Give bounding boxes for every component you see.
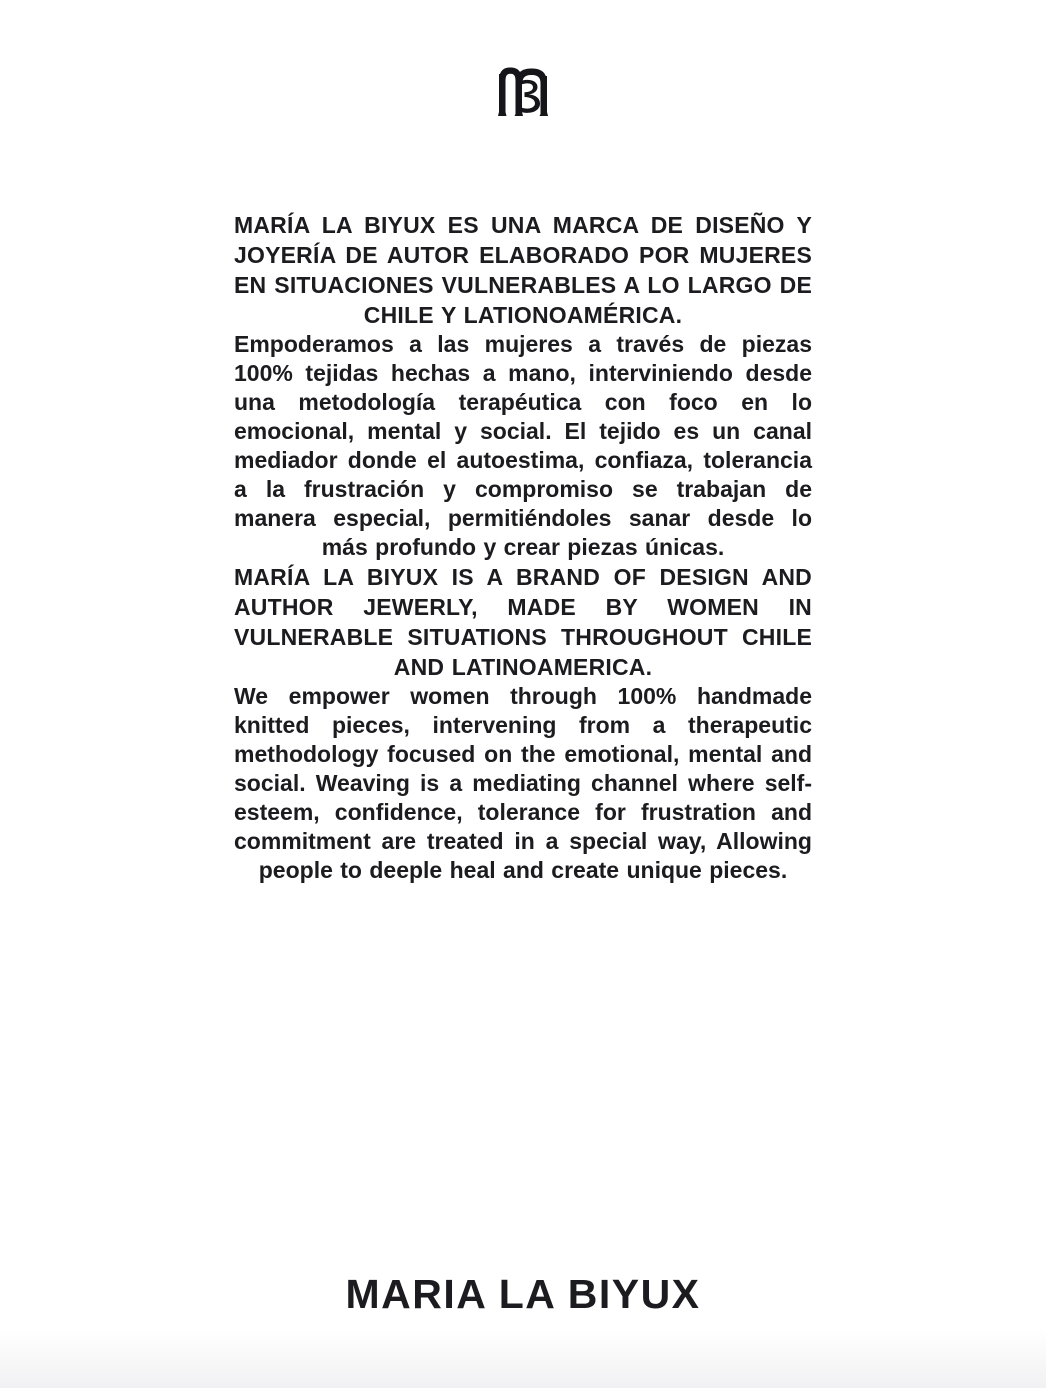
footer-gradient bbox=[0, 1330, 1046, 1388]
mb-monogram-icon bbox=[496, 62, 550, 120]
about-body-es: Empoderamos a las mujeres a través de piezas 100% tejidas hechas a mano, interviniendo desde una metodología terapéutica con foco en lo emocional, mental y social. El tejido es un canal mediador donde el autoestima, confiaza, tolerancia a la frustración y compromiso se trabajan de manera especial, permitiéndoles sanar desde lo más profundo y crear piezas únicas. bbox=[234, 331, 812, 560]
about-body-en: We empower women through 100% handmade knitted pieces, intervening from a therapeutic methodology focused on the emotional, mental and social. Weaving is a mediating channel where self-esteem, confidence, tolerance for frustration and commitment are treated in a special way, Allowing people to deeple heal and create unique pieces. bbox=[234, 683, 812, 883]
brand-logo-link[interactable] bbox=[496, 62, 550, 120]
about-content bbox=[234, 210, 812, 885]
site-footer bbox=[0, 1198, 1046, 1388]
brand-wordmark[interactable]: MARIA LA BIYUX bbox=[345, 1271, 701, 1317]
about-heading-en: MARÍA LA BIYUX IS A BRAND OF DESIGN AND AUTHOR JEWERLY, MADE BY WOMEN IN VULNERABLE SITUATIONS THROUGHOUT CHILE AND LATINOAMERICA. bbox=[234, 564, 812, 680]
site-header bbox=[0, 0, 1046, 120]
about-heading-es: MARÍA LA BIYUX ES UNA MARCA DE DISEÑO Y JOYERÍA DE AUTOR ELABORADO POR MUJERES EN SITUACIONES VULNERABLES A LO LARGO DE CHILE Y LATIONOAMÉRICA. bbox=[234, 212, 812, 328]
